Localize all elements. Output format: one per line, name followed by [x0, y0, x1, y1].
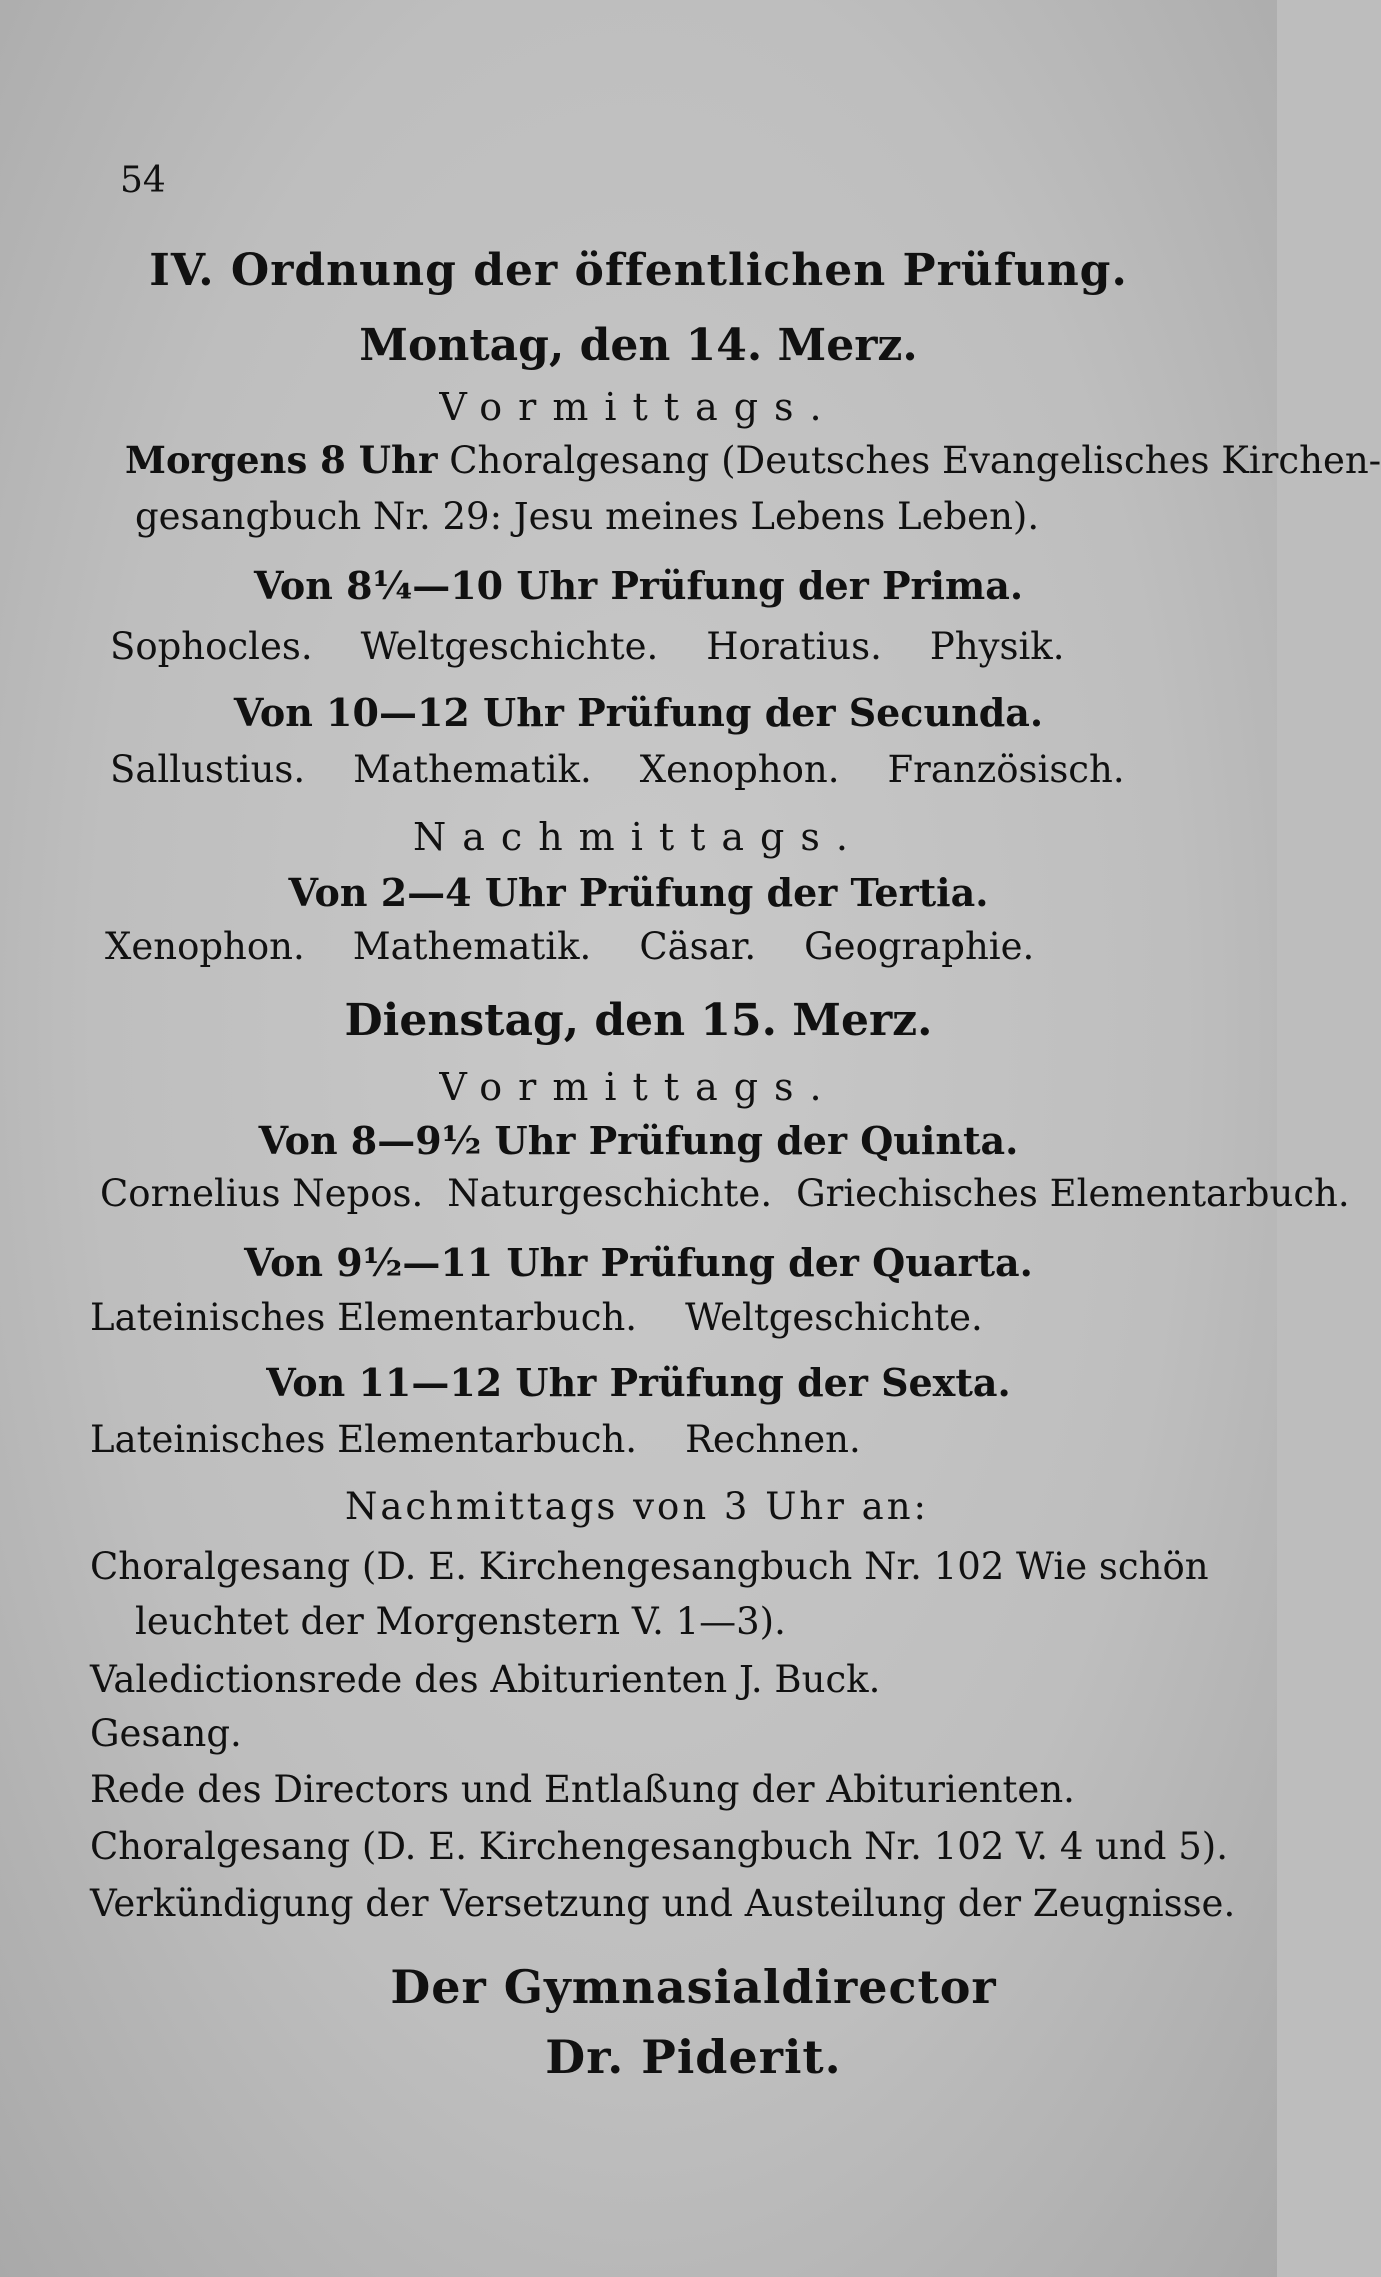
slot-tertia: Von 2—4 Uhr Prüfung der Tertia.: [288, 870, 989, 915]
subject: Weltgeschichte.: [360, 625, 659, 668]
section-title: IV. Ordnung der öffentlichen Prüfung.: [149, 245, 1128, 296]
program-item: Choralgesang (D. E. Kirchengesangbuch Nr. 102 Wie schön: [90, 1545, 1209, 1588]
program-item: Gesang.: [90, 1712, 242, 1755]
subject: Lateinisches Elementarbuch.: [90, 1296, 638, 1339]
slot-secunda: Von 10—12 Uhr Prüfung der Secunda.: [233, 690, 1044, 735]
tertia-subjects: [105, 925, 1034, 968]
morning-text-continued: gesangbuch Nr. 29: Jesu meines Lebens Leben).: [135, 495, 1040, 538]
subject: Cornelius Nepos.: [100, 1172, 424, 1215]
subject: Xenophon.: [105, 925, 305, 968]
morning-text: Choralgesang (Deutsches Evangelisches Kirchen-: [449, 439, 1381, 482]
subject: Sallustius.: [110, 748, 306, 791]
tuesday-vormittags: Vormittags.: [439, 1065, 838, 1109]
subject: Horatius.: [706, 625, 882, 668]
slot-prima: Von 8¼—10 Uhr Prüfung der Prima.: [253, 563, 1024, 608]
sexta-subjects: [90, 1418, 861, 1461]
subject: Lateinisches Elementarbuch.: [90, 1418, 638, 1461]
quarta-subjects: [90, 1296, 983, 1339]
page-number: 54: [120, 160, 166, 201]
subject: Französisch.: [887, 748, 1125, 791]
subject: Cäsar.: [639, 925, 757, 968]
subject: Geographie.: [804, 925, 1035, 968]
program-item: Choralgesang (D. E. Kirchengesangbuch Nr. 102 V. 4 und 5).: [90, 1825, 1228, 1868]
monday-nachmittags: Nachmittags.: [413, 815, 864, 859]
subject: Weltgeschichte.: [685, 1296, 983, 1339]
subject: Griechisches Elementarbuch.: [796, 1172, 1350, 1215]
subject: Naturgeschichte.: [447, 1172, 773, 1215]
quinta-subjects: [100, 1172, 1350, 1215]
tuesday-afternoon-heading: Nachmittags von 3 Uhr an:: [345, 1485, 930, 1528]
signature-name: Dr. Piderit.: [545, 2030, 842, 2084]
signature-title: Der Gymnasialdirector: [390, 1960, 997, 2014]
morning-time: Morgens 8 Uhr: [125, 438, 438, 482]
subject: Mathematik.: [352, 925, 592, 968]
subject: Sophocles.: [110, 625, 313, 668]
program-item: Rede des Directors und Entlaßung der Abiturienten.: [90, 1768, 1075, 1811]
program-item-continued: leuchtet der Morgenstern V. 1—3).: [135, 1600, 786, 1643]
slot-quarta: Von 9½—11 Uhr Prüfung der Quarta.: [244, 1240, 1033, 1285]
monday-heading: Montag, den 14. Merz.: [359, 320, 918, 371]
program-item: Verkündigung der Versetzung und Austeilung der Zeugnisse.: [90, 1882, 1236, 1925]
slot-sexta: Von 11—12 Uhr Prüfung der Sexta.: [266, 1360, 1011, 1405]
monday-vormittags: Vormittags.: [439, 385, 838, 429]
morning-line: [125, 438, 1381, 482]
subject: Xenophon.: [639, 748, 840, 791]
slot-quinta: Von 8—9½ Uhr Prüfung der Quinta.: [258, 1118, 1019, 1163]
prima-subjects: [110, 625, 1065, 668]
subject: Mathematik.: [353, 748, 592, 791]
subject: Rechnen.: [685, 1418, 861, 1461]
subject: Physik.: [929, 625, 1065, 668]
program-item: Valedictionsrede des Abiturienten J. Buck.: [90, 1658, 881, 1701]
secunda-subjects: [110, 748, 1125, 791]
tuesday-heading: Dienstag, den 15. Merz.: [344, 995, 933, 1046]
